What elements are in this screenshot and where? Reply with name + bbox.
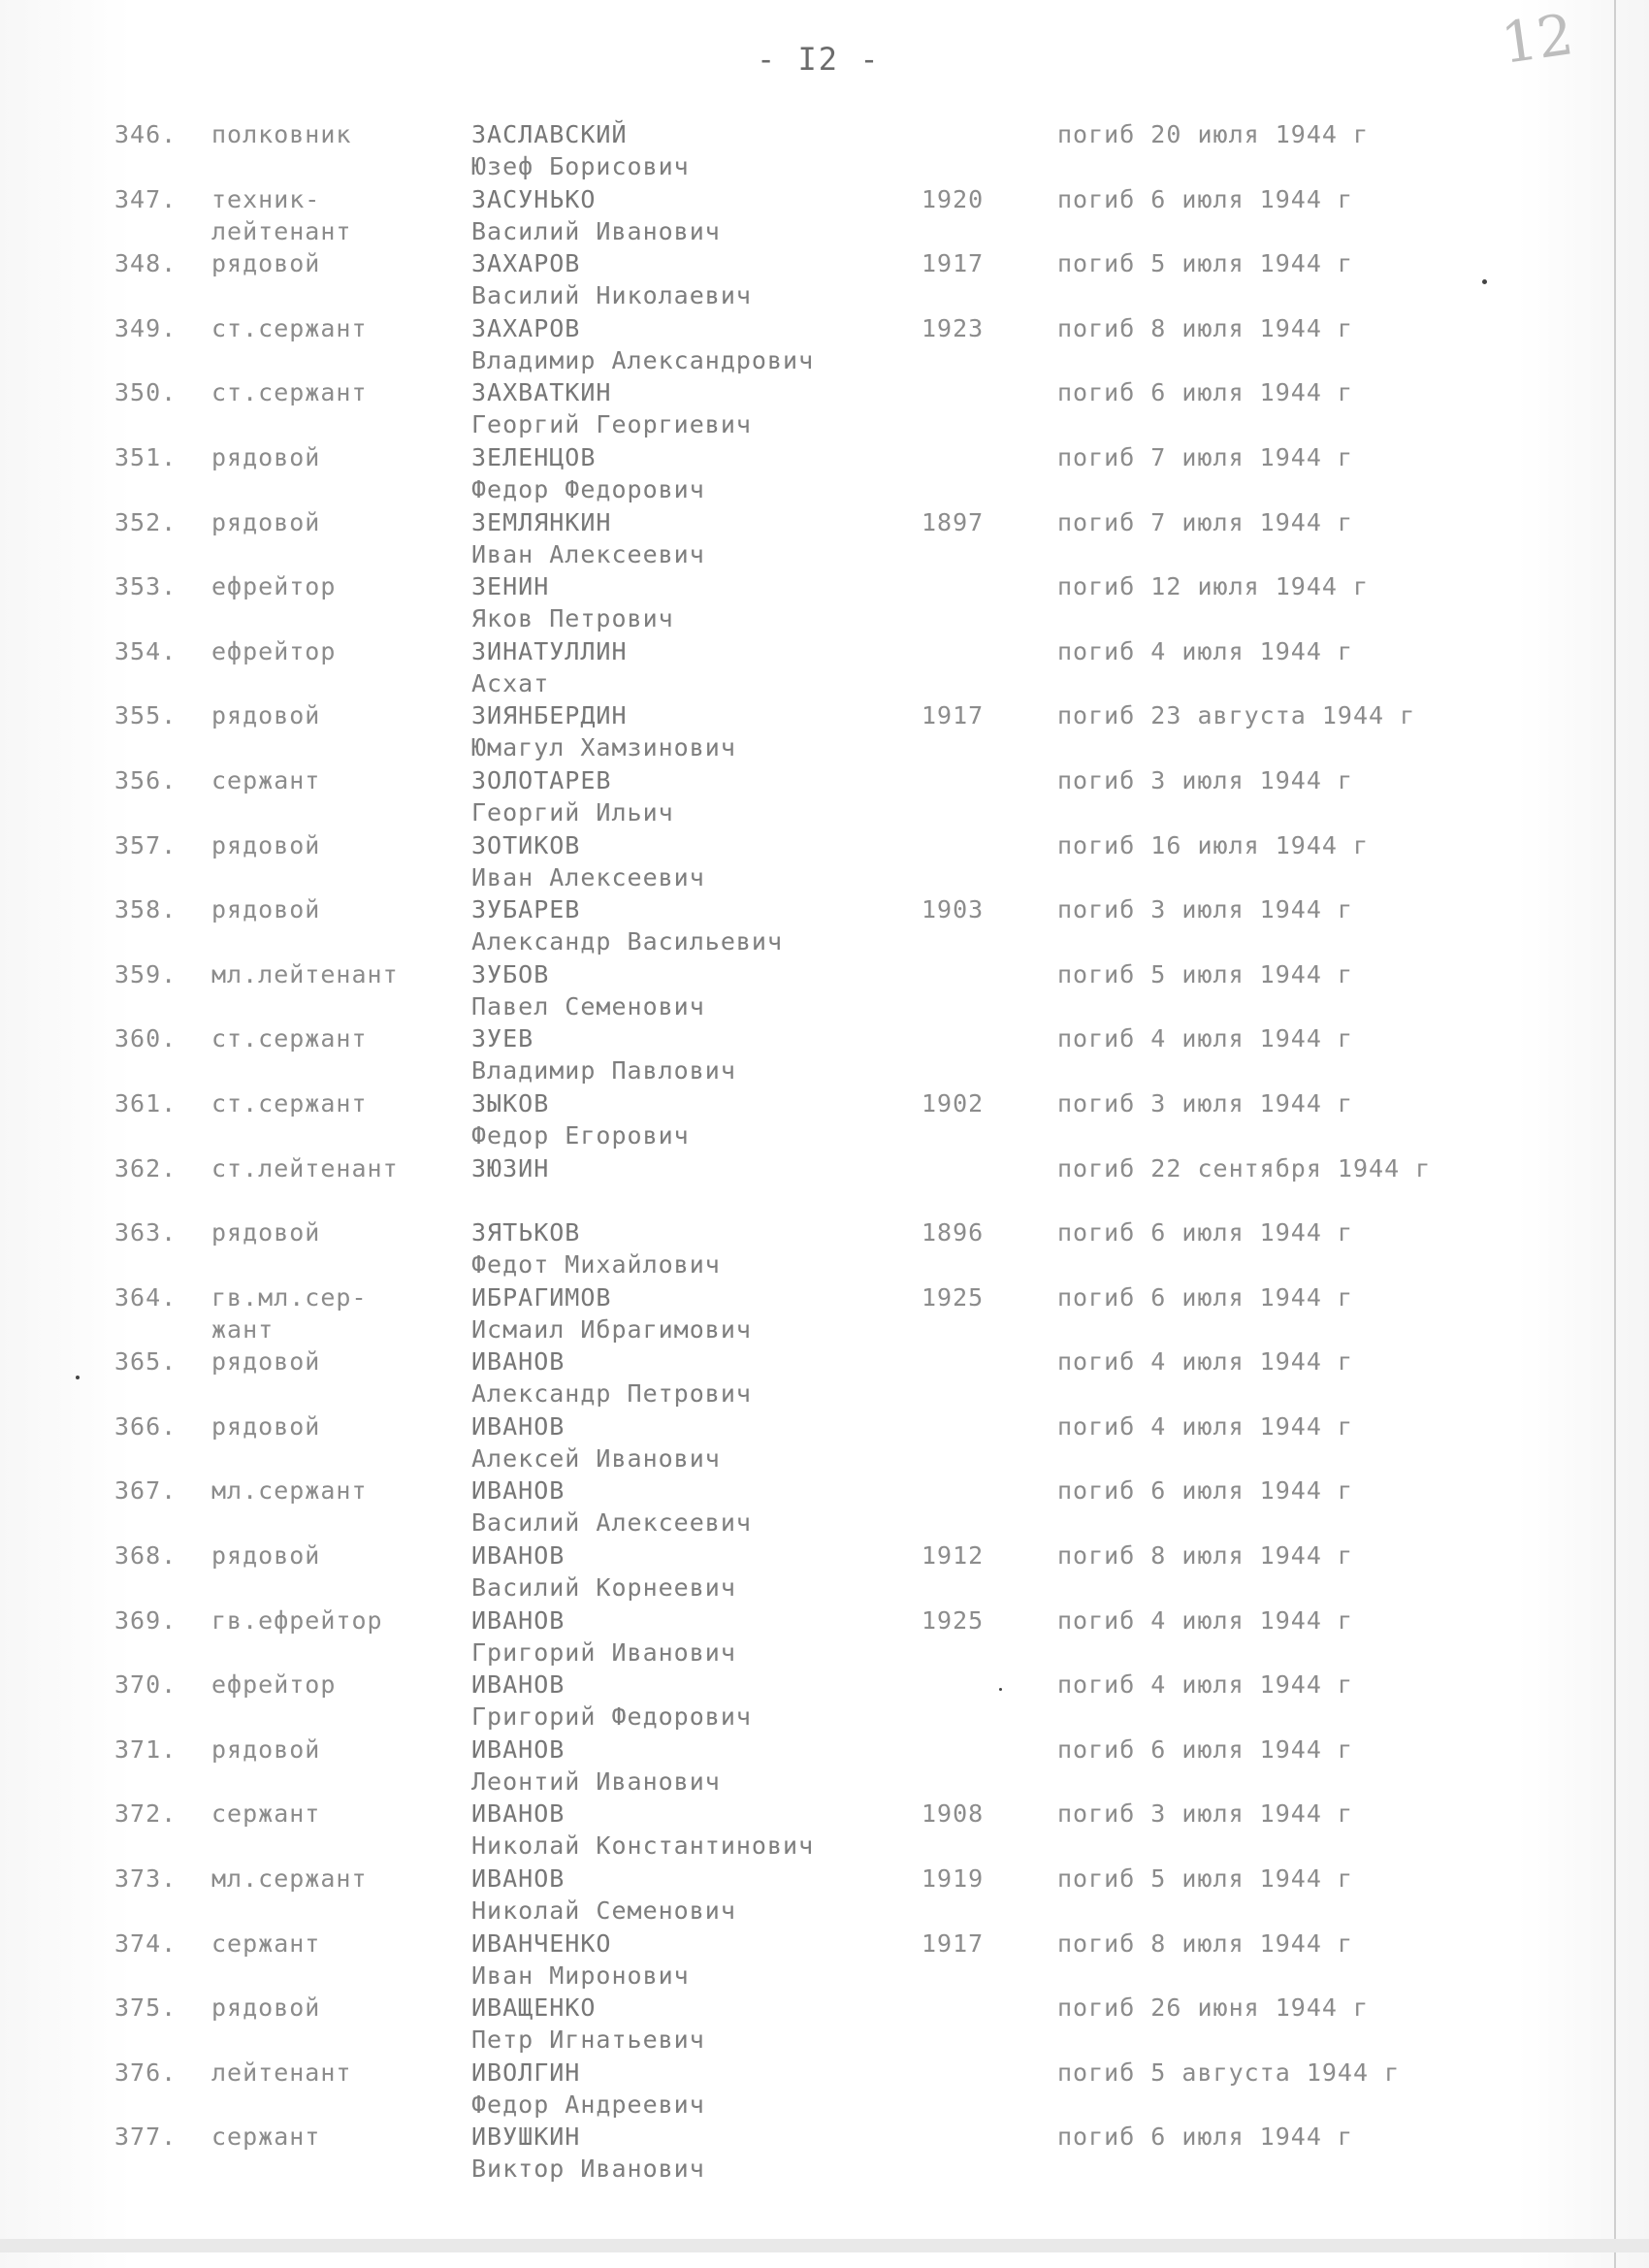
list-item bbox=[0, 570, 1649, 635]
list-item bbox=[0, 1281, 1649, 1346]
entry-name-patronymic: Петр Игнатьевич bbox=[471, 2025, 705, 2055]
entry-number: 353. bbox=[114, 572, 178, 601]
list-item bbox=[0, 1474, 1649, 1539]
entry-number: 367. bbox=[114, 1476, 178, 1506]
entry-rank: ст.сержант bbox=[211, 1024, 368, 1053]
entry-surname: ИВАНОВ bbox=[471, 1734, 566, 1764]
entry-status: погиб 3 июля 1944 г bbox=[1057, 895, 1353, 924]
entry-number: 362. bbox=[114, 1153, 178, 1183]
entry-rank: рядовой bbox=[211, 1218, 321, 1247]
entry-surname: ЗЕМЛЯНКИН bbox=[471, 507, 612, 536]
entry-number: 369. bbox=[114, 1605, 178, 1635]
ink-speck bbox=[999, 1688, 1002, 1691]
entry-name-patronymic: Александр Васильевич bbox=[471, 927, 784, 956]
entry-status: погиб 7 июля 1944 г bbox=[1057, 442, 1353, 471]
ink-speck bbox=[76, 1376, 80, 1379]
entry-name-patronymic: Юзеф Борисович bbox=[471, 152, 690, 180]
entry-surname: ИВАНЧЕНКО bbox=[471, 1928, 612, 1958]
page-number: - I2 - bbox=[757, 41, 881, 78]
entry-rank: ст.лейтенант bbox=[211, 1153, 399, 1183]
entry-birth-year: 1897 bbox=[922, 507, 985, 536]
list-item bbox=[0, 1539, 1649, 1604]
entry-name-patronymic: Алексей Иванович bbox=[471, 1443, 721, 1473]
list-item bbox=[0, 441, 1649, 506]
list-item bbox=[0, 1669, 1649, 1733]
list-item bbox=[0, 2121, 1649, 2186]
entry-name-patronymic: Григорий Федорович bbox=[471, 1702, 752, 1732]
entry-surname: ИВАНОВ bbox=[471, 1411, 566, 1441]
entry-number: 370. bbox=[114, 1670, 178, 1700]
entry-number: 361. bbox=[114, 1088, 178, 1118]
entry-surname: ЗАСУНЬКО bbox=[471, 184, 597, 213]
entry-surname: ЗЮЗИН bbox=[471, 1153, 550, 1183]
entry-surname: ИБРАГИМОВ bbox=[471, 1282, 612, 1312]
entry-status: погиб 6 июля 1944 г bbox=[1057, 184, 1353, 213]
entry-number: 351. bbox=[114, 442, 178, 471]
entry-status: погиб 6 июля 1944 г bbox=[1057, 1282, 1353, 1312]
entry-surname: ИВАНОВ bbox=[471, 1541, 566, 1571]
list-item bbox=[0, 1863, 1649, 1928]
entry-number: 377. bbox=[114, 2122, 178, 2152]
entry-birth-year: 1908 bbox=[922, 1799, 985, 1829]
entry-name-patronymic: Исмаил Ибрагимович bbox=[471, 1314, 752, 1344]
entry-name-patronymic: Василий Иванович bbox=[471, 216, 721, 245]
entry-status: погиб 5 июля 1944 г bbox=[1057, 959, 1353, 988]
entry-name-patronymic: Василий Николаевич bbox=[471, 281, 752, 310]
entry-rank: рядовой bbox=[211, 442, 321, 471]
list-item bbox=[0, 1087, 1649, 1152]
list-item bbox=[0, 1992, 1649, 2057]
entry-number: 368. bbox=[114, 1541, 178, 1571]
entry-rank: сержант bbox=[211, 2122, 321, 2152]
list-item bbox=[0, 1022, 1649, 1087]
entry-name-patronymic: Федот Михайлович bbox=[471, 1250, 721, 1280]
entry-number: 364. bbox=[114, 1282, 178, 1312]
entry-surname: ИВОЛГИН bbox=[471, 2057, 581, 2087]
entry-rank: техник- bbox=[211, 184, 321, 213]
entry-number: 356. bbox=[114, 765, 178, 794]
entry-rank: сержант bbox=[211, 1928, 321, 1958]
entry-rank: рядовой bbox=[211, 507, 321, 536]
entry-rank: ст.сержант bbox=[211, 313, 368, 342]
entry-surname: ЗАСЛАВСКИЙ bbox=[471, 120, 628, 148]
list-item bbox=[0, 1733, 1649, 1798]
entry-number: 376. bbox=[114, 2057, 178, 2087]
entry-name-patronymic: Асхат bbox=[471, 668, 550, 697]
entry-status: погиб 22 сентября 1944 г bbox=[1057, 1153, 1432, 1183]
list-item bbox=[0, 764, 1649, 829]
entry-birth-year: 1925 bbox=[922, 1605, 985, 1635]
list-item bbox=[0, 506, 1649, 571]
entry-name-patronymic: Григорий Иванович bbox=[471, 1637, 736, 1667]
entry-name-patronymic: Георгий Георгиевич bbox=[471, 410, 752, 439]
entry-name-patronymic: Василий Алексеевич bbox=[471, 1508, 752, 1538]
list-item bbox=[0, 1152, 1649, 1217]
entry-number: 357. bbox=[114, 830, 178, 859]
entry-name-patronymic: Василий Корнеевич bbox=[471, 1573, 736, 1603]
entry-name-patronymic: Владимир Александрович bbox=[471, 345, 815, 374]
entry-rank: рядовой bbox=[211, 1347, 321, 1377]
entry-status: погиб 3 июля 1944 г bbox=[1057, 1088, 1353, 1118]
entry-name-patronymic: Владимир Павлович bbox=[471, 1056, 736, 1085]
list-item bbox=[0, 1604, 1649, 1669]
entry-surname: ЗУБОВ bbox=[471, 959, 550, 988]
entry-rank: лейтенант bbox=[211, 2057, 352, 2087]
entry-status: погиб 12 июля 1944 г bbox=[1057, 572, 1370, 601]
entry-surname: ИВАНОВ bbox=[471, 1347, 566, 1377]
entry-name-patronymic: Яков Петрович bbox=[471, 604, 674, 633]
entry-status: погиб 6 июля 1944 г bbox=[1057, 1476, 1353, 1506]
entry-rank-continued: лейтенант bbox=[211, 216, 352, 245]
entry-rank: рядовой bbox=[211, 895, 321, 924]
entry-name-patronymic: Павел Семенович bbox=[471, 991, 705, 1021]
list-item bbox=[0, 829, 1649, 894]
entry-status: погиб 8 июля 1944 г bbox=[1057, 1928, 1353, 1958]
entry-rank: рядовой bbox=[211, 1734, 321, 1764]
entry-surname: ИВАЩЕНКО bbox=[471, 1993, 597, 2023]
entry-surname: ИВАНОВ bbox=[471, 1864, 566, 1894]
entry-status: погиб 3 июля 1944 г bbox=[1057, 1799, 1353, 1829]
entry-status: погиб 4 июля 1944 г bbox=[1057, 1670, 1353, 1700]
list-item bbox=[0, 1345, 1649, 1410]
entry-name-patronymic: Николай Семенович bbox=[471, 1896, 736, 1926]
entry-number: 366. bbox=[114, 1411, 178, 1441]
entry-status: погиб 6 июля 1944 г bbox=[1057, 1218, 1353, 1247]
entry-status: погиб 7 июля 1944 г bbox=[1057, 507, 1353, 536]
entry-surname: ЗЫКОВ bbox=[471, 1088, 550, 1118]
entry-rank: сержант bbox=[211, 1799, 321, 1829]
entry-surname: ЗОТИКОВ bbox=[471, 830, 581, 859]
list-item bbox=[0, 958, 1649, 1023]
entry-status: погиб 5 августа 1944 г bbox=[1057, 2057, 1401, 2087]
entry-rank: ефрейтор bbox=[211, 1670, 337, 1700]
entry-surname: ИВАНОВ bbox=[471, 1605, 566, 1635]
entry-number: 372. bbox=[114, 1799, 178, 1829]
entry-surname: ЗАХАРОВ bbox=[471, 249, 581, 278]
list-item bbox=[0, 376, 1649, 441]
entry-number: 354. bbox=[114, 636, 178, 665]
entry-rank: гв.мл.сер- bbox=[211, 1282, 368, 1312]
entry-number: 375. bbox=[114, 1993, 178, 2023]
entry-surname: ИВАНОВ bbox=[471, 1476, 566, 1506]
entry-rank: рядовой bbox=[211, 830, 321, 859]
entry-surname: ЗОЛОТАРЕВ bbox=[471, 765, 612, 794]
entry-rank: рядовой bbox=[211, 1541, 321, 1571]
entry-surname: ЗАХВАТКИН bbox=[471, 378, 612, 407]
entry-number: 365. bbox=[114, 1347, 178, 1377]
entry-status: погиб 4 июля 1944 г bbox=[1057, 1347, 1353, 1377]
handwritten-page-number: 12 bbox=[1497, 1, 1578, 77]
entry-name-patronymic: Федор Андреевич bbox=[471, 2090, 705, 2119]
entry-status: погиб 4 июля 1944 г bbox=[1057, 1411, 1353, 1441]
entry-birth-year: 1920 bbox=[922, 184, 985, 213]
list-item bbox=[0, 1798, 1649, 1863]
entry-surname: ЗУЕВ bbox=[471, 1024, 534, 1053]
list-item bbox=[0, 1928, 1649, 1993]
entry-surname: ЗАХАРОВ bbox=[471, 313, 581, 342]
entry-number: 349. bbox=[114, 313, 178, 342]
entry-rank: мл.лейтенант bbox=[211, 959, 399, 988]
entry-birth-year: 1917 bbox=[922, 1928, 985, 1958]
entry-number: 371. bbox=[114, 1734, 178, 1764]
casualty-list bbox=[0, 118, 1649, 2186]
entry-name-patronymic: Николай Константинович bbox=[471, 1831, 815, 1861]
entry-status: погиб 4 июля 1944 г bbox=[1057, 636, 1353, 665]
list-item bbox=[0, 1216, 1649, 1281]
entry-rank: мл.сержант bbox=[211, 1476, 368, 1506]
entry-status: погиб 4 июля 1944 г bbox=[1057, 1024, 1353, 1053]
entry-status: погиб 4 июля 1944 г bbox=[1057, 1605, 1353, 1635]
entry-name-patronymic: Иван Миронович bbox=[471, 1960, 690, 1990]
entry-number: 350. bbox=[114, 378, 178, 407]
entry-name-patronymic: Юмагул Хамзинович bbox=[471, 733, 736, 762]
entry-rank: рядовой bbox=[211, 1411, 321, 1441]
entry-birth-year: 1923 bbox=[922, 313, 985, 342]
entry-rank-continued: жант bbox=[211, 1314, 275, 1344]
list-item bbox=[0, 247, 1649, 312]
entry-status: погиб 16 июля 1944 г bbox=[1057, 830, 1370, 859]
entry-status: погиб 8 июля 1944 г bbox=[1057, 1541, 1353, 1571]
entry-number: 352. bbox=[114, 507, 178, 536]
entry-status: погиб 20 июля 1944 г bbox=[1057, 120, 1370, 148]
list-item bbox=[0, 893, 1649, 958]
entry-rank: полковник bbox=[211, 120, 352, 148]
entry-surname: ИВАНОВ bbox=[471, 1799, 566, 1829]
entry-status: погиб 6 июля 1944 г bbox=[1057, 1734, 1353, 1764]
list-item bbox=[0, 183, 1649, 248]
page-edge-bottom bbox=[0, 2239, 1649, 2252]
entry-number: 374. bbox=[114, 1928, 178, 1958]
entry-surname: ЗИЯНБЕРДИН bbox=[471, 701, 628, 730]
entry-rank: ефрейтор bbox=[211, 572, 337, 601]
list-item bbox=[0, 312, 1649, 377]
entry-number: 363. bbox=[114, 1218, 178, 1247]
entry-number: 358. bbox=[114, 895, 178, 924]
entry-birth-year: 1925 bbox=[922, 1282, 985, 1312]
entry-status: погиб 26 июня 1944 г bbox=[1057, 1993, 1370, 2023]
entry-rank: рядовой bbox=[211, 701, 321, 730]
entry-birth-year: 1902 bbox=[922, 1088, 985, 1118]
entry-surname: ИВУШКИН bbox=[471, 2122, 581, 2152]
entry-surname: ЗЕНИН bbox=[471, 572, 550, 601]
entry-number: 355. bbox=[114, 701, 178, 730]
entry-rank: рядовой bbox=[211, 249, 321, 278]
entry-rank: ст.сержант bbox=[211, 1088, 368, 1118]
entry-surname: ЗЯТЬКОВ bbox=[471, 1218, 581, 1247]
entry-surname: ИВАНОВ bbox=[471, 1670, 566, 1700]
entry-birth-year: 1896 bbox=[922, 1218, 985, 1247]
entry-number: 360. bbox=[114, 1024, 178, 1053]
entry-number: 373. bbox=[114, 1864, 178, 1894]
entry-name-patronymic: Александр Петрович bbox=[471, 1379, 752, 1409]
entry-surname: ЗЕЛЕНЦОВ bbox=[471, 442, 597, 471]
entry-status: погиб 5 июля 1944 г bbox=[1057, 249, 1353, 278]
entry-name-patronymic: Георгий Ильич bbox=[471, 797, 674, 826]
entry-status: погиб 6 июля 1944 г bbox=[1057, 378, 1353, 407]
entry-rank: рядовой bbox=[211, 1993, 321, 2023]
entry-birth-year: 1912 bbox=[922, 1541, 985, 1571]
entry-rank: гв.ефрейтор bbox=[211, 1605, 383, 1635]
entry-status: погиб 8 июля 1944 г bbox=[1057, 313, 1353, 342]
list-item bbox=[0, 1410, 1649, 1475]
entry-rank: мл.сержант bbox=[211, 1864, 368, 1894]
entry-name-patronymic: Иван Алексеевич bbox=[471, 539, 705, 568]
list-item bbox=[0, 2057, 1649, 2122]
entry-name-patronymic: Виктор Иванович bbox=[471, 2155, 705, 2184]
entry-birth-year: 1903 bbox=[922, 895, 985, 924]
list-item bbox=[0, 118, 1649, 183]
entry-status: погиб 6 июля 1944 г bbox=[1057, 2122, 1353, 2152]
entry-rank: сержант bbox=[211, 765, 321, 794]
entry-rank: ст.сержант bbox=[211, 378, 368, 407]
entry-birth-year: 1917 bbox=[922, 701, 985, 730]
entry-number: 348. bbox=[114, 249, 178, 278]
list-item bbox=[0, 635, 1649, 700]
entry-birth-year: 1919 bbox=[922, 1864, 985, 1894]
entry-number: 346. bbox=[114, 120, 178, 148]
entry-surname: ЗИНАТУЛЛИН bbox=[471, 636, 628, 665]
entry-rank: ефрейтор bbox=[211, 636, 337, 665]
entry-birth-year: 1917 bbox=[922, 249, 985, 278]
list-item bbox=[0, 699, 1649, 764]
entry-surname: ЗУБАРЕВ bbox=[471, 895, 581, 924]
entry-name-patronymic: Иван Алексеевич bbox=[471, 862, 705, 891]
entry-number: 347. bbox=[114, 184, 178, 213]
entry-status: погиб 3 июля 1944 г bbox=[1057, 765, 1353, 794]
entry-name-patronymic: Леонтий Иванович bbox=[471, 1766, 721, 1796]
entry-name-patronymic: Федор Федорович bbox=[471, 474, 705, 503]
entry-name-patronymic: Федор Егорович bbox=[471, 1120, 690, 1150]
ink-speck bbox=[1482, 279, 1487, 284]
entry-status: погиб 5 июля 1944 г bbox=[1057, 1864, 1353, 1894]
entry-number: 359. bbox=[114, 959, 178, 988]
entry-status: погиб 23 августа 1944 г bbox=[1057, 701, 1416, 730]
